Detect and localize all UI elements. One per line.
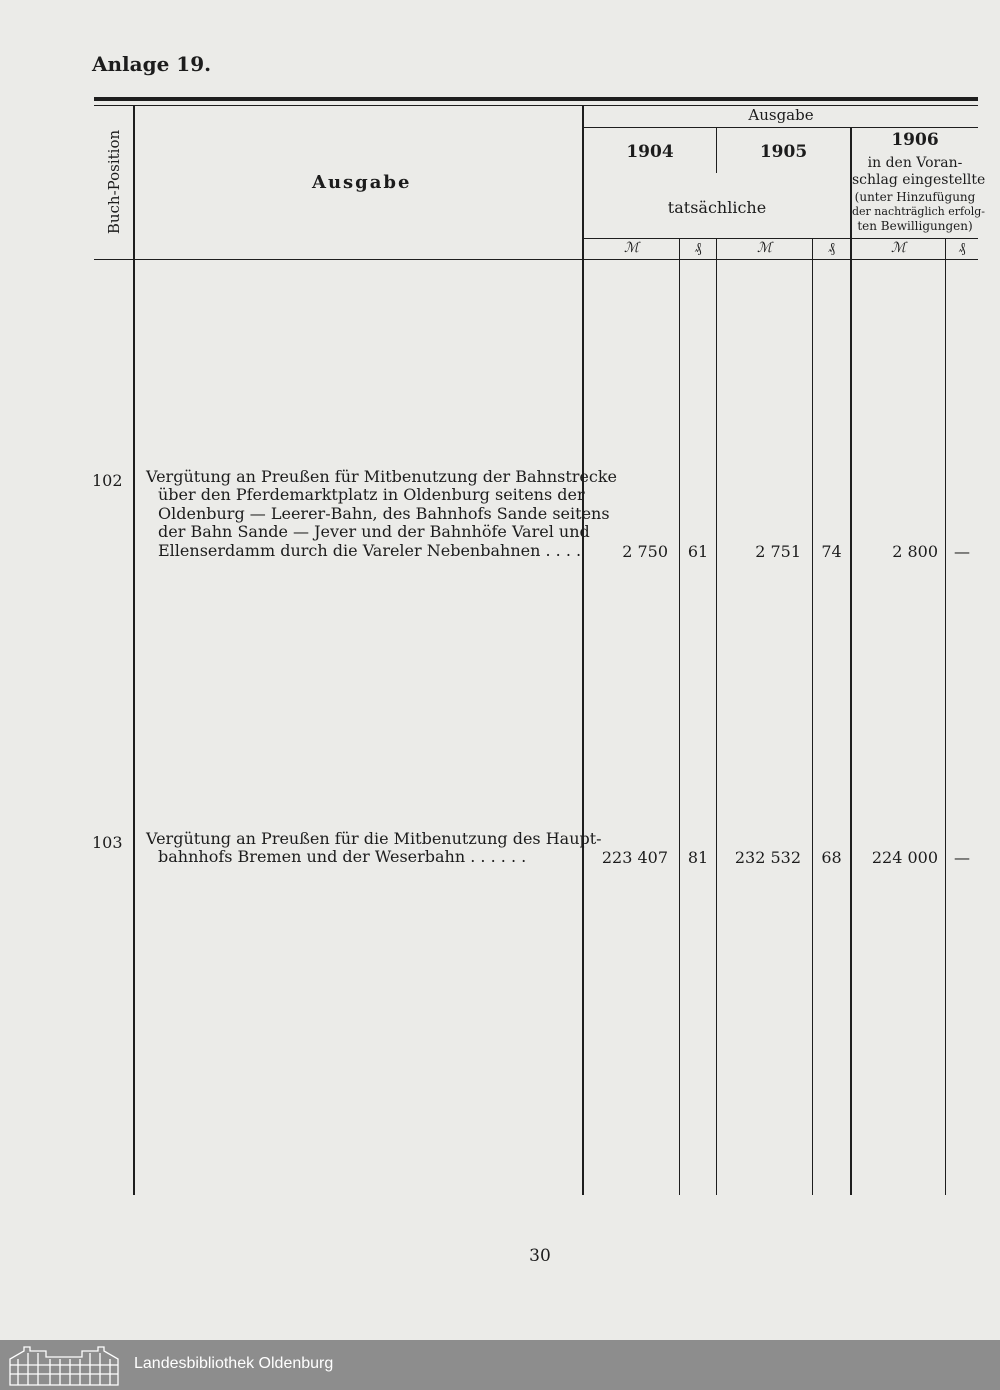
header-year-1904: 1904 <box>626 142 674 162</box>
row-102-m-1906: 2 800 <box>892 542 938 561</box>
header-budget-note-4: der nachträglich erfolg- <box>852 205 985 218</box>
header-budget-note-2: schlag eingestellte <box>852 172 986 188</box>
header-budget-note-1: in den Voran- <box>867 155 963 171</box>
header-budget-note-3: (unter Hinzufügung <box>854 190 976 204</box>
col-line-1906 <box>850 128 852 1195</box>
header-budget-note-5: ten Bewilligungen) <box>857 219 973 233</box>
unit-mark-1905: ℳ <box>757 240 772 256</box>
library-building-icon <box>6 1343 122 1387</box>
row-102-line-1: Vergütung an Preußen für Mitbenutzung der Bahnstrecke <box>146 467 618 486</box>
col-line-desc <box>582 105 584 1195</box>
unit-pf-1906: ₰ <box>958 240 966 256</box>
row-103-m-1906: 224 000 <box>871 848 938 867</box>
row-102-line-3: Oldenburg — Leerer-Bahn, des Bahnhofs Sande seitens <box>158 503 610 523</box>
header-year-1906: 1906 <box>891 130 939 150</box>
row-102-line-5: Ellenserdamm durch die Vareler Nebenbahnen . . . . <box>158 540 582 560</box>
col-line-1905-pf <box>812 238 813 1195</box>
row-103-description <box>146 830 602 867</box>
col-line-1906-pf <box>945 238 946 1195</box>
top-rule-thick <box>94 97 978 101</box>
row-103-line-2: bahnhofs Bremen und der Weserbahn . . . . . . <box>158 847 527 867</box>
anlage-label: Anlage 19. <box>92 52 212 76</box>
row-102-line-2: über den Pferdemarktplatz in Oldenburg seitens der <box>158 485 585 505</box>
unit-mark-1904: ℳ <box>624 240 639 256</box>
row-102-description <box>146 468 617 560</box>
row-103-pf-1906: — <box>954 848 970 867</box>
row-103-m-1905: 232 532 <box>734 848 801 867</box>
header-rule-bottom <box>94 259 978 260</box>
header-actual-label: tatsächliche <box>667 198 767 217</box>
row-103-m-1904: 223 407 <box>601 848 668 867</box>
header-rule-units <box>584 238 978 239</box>
row-103-pf-1904: 81 <box>687 848 709 867</box>
row-102-pf-1904: 61 <box>687 542 709 561</box>
header-year-1905: 1905 <box>759 142 808 162</box>
header-rule-ausgabe-group <box>584 127 978 128</box>
row-102-m-1904: 2 750 <box>622 542 668 561</box>
library-footer-bar <box>0 1340 1000 1390</box>
col-line-1904-1905-lower <box>716 238 717 1195</box>
row-102-m-1905: 2 751 <box>755 542 801 561</box>
row-103-pf-1905: 68 <box>821 848 842 867</box>
header-group-label: Ausgabe <box>748 106 814 124</box>
library-name: Landesbibliothek Oldenburg <box>134 1355 334 1372</box>
header-position-label: Buch-Position <box>105 129 123 235</box>
row-103-position: 103 <box>92 833 123 852</box>
header-ausgabe-label: Ausgabe <box>312 172 412 193</box>
unit-pf-1905: ₰ <box>828 240 835 256</box>
row-102-position: 102 <box>92 471 123 490</box>
row-102-line-4: der Bahn Sande — Jever und der Bahnhöfe Varel und <box>158 522 590 542</box>
row-102-pf-1905: 74 <box>821 542 842 561</box>
row-103-line-1: Vergütung an Preußen für die Mitbenutzung des Haupt- <box>146 829 602 848</box>
page-number: 30 <box>529 1246 551 1266</box>
col-line-position <box>133 105 135 1195</box>
unit-mark-1906: ℳ <box>891 240 906 256</box>
col-line-1904-pf <box>679 238 680 1195</box>
unit-pf-1904: ₰ <box>694 240 702 256</box>
row-102-pf-1906: — <box>954 542 970 561</box>
